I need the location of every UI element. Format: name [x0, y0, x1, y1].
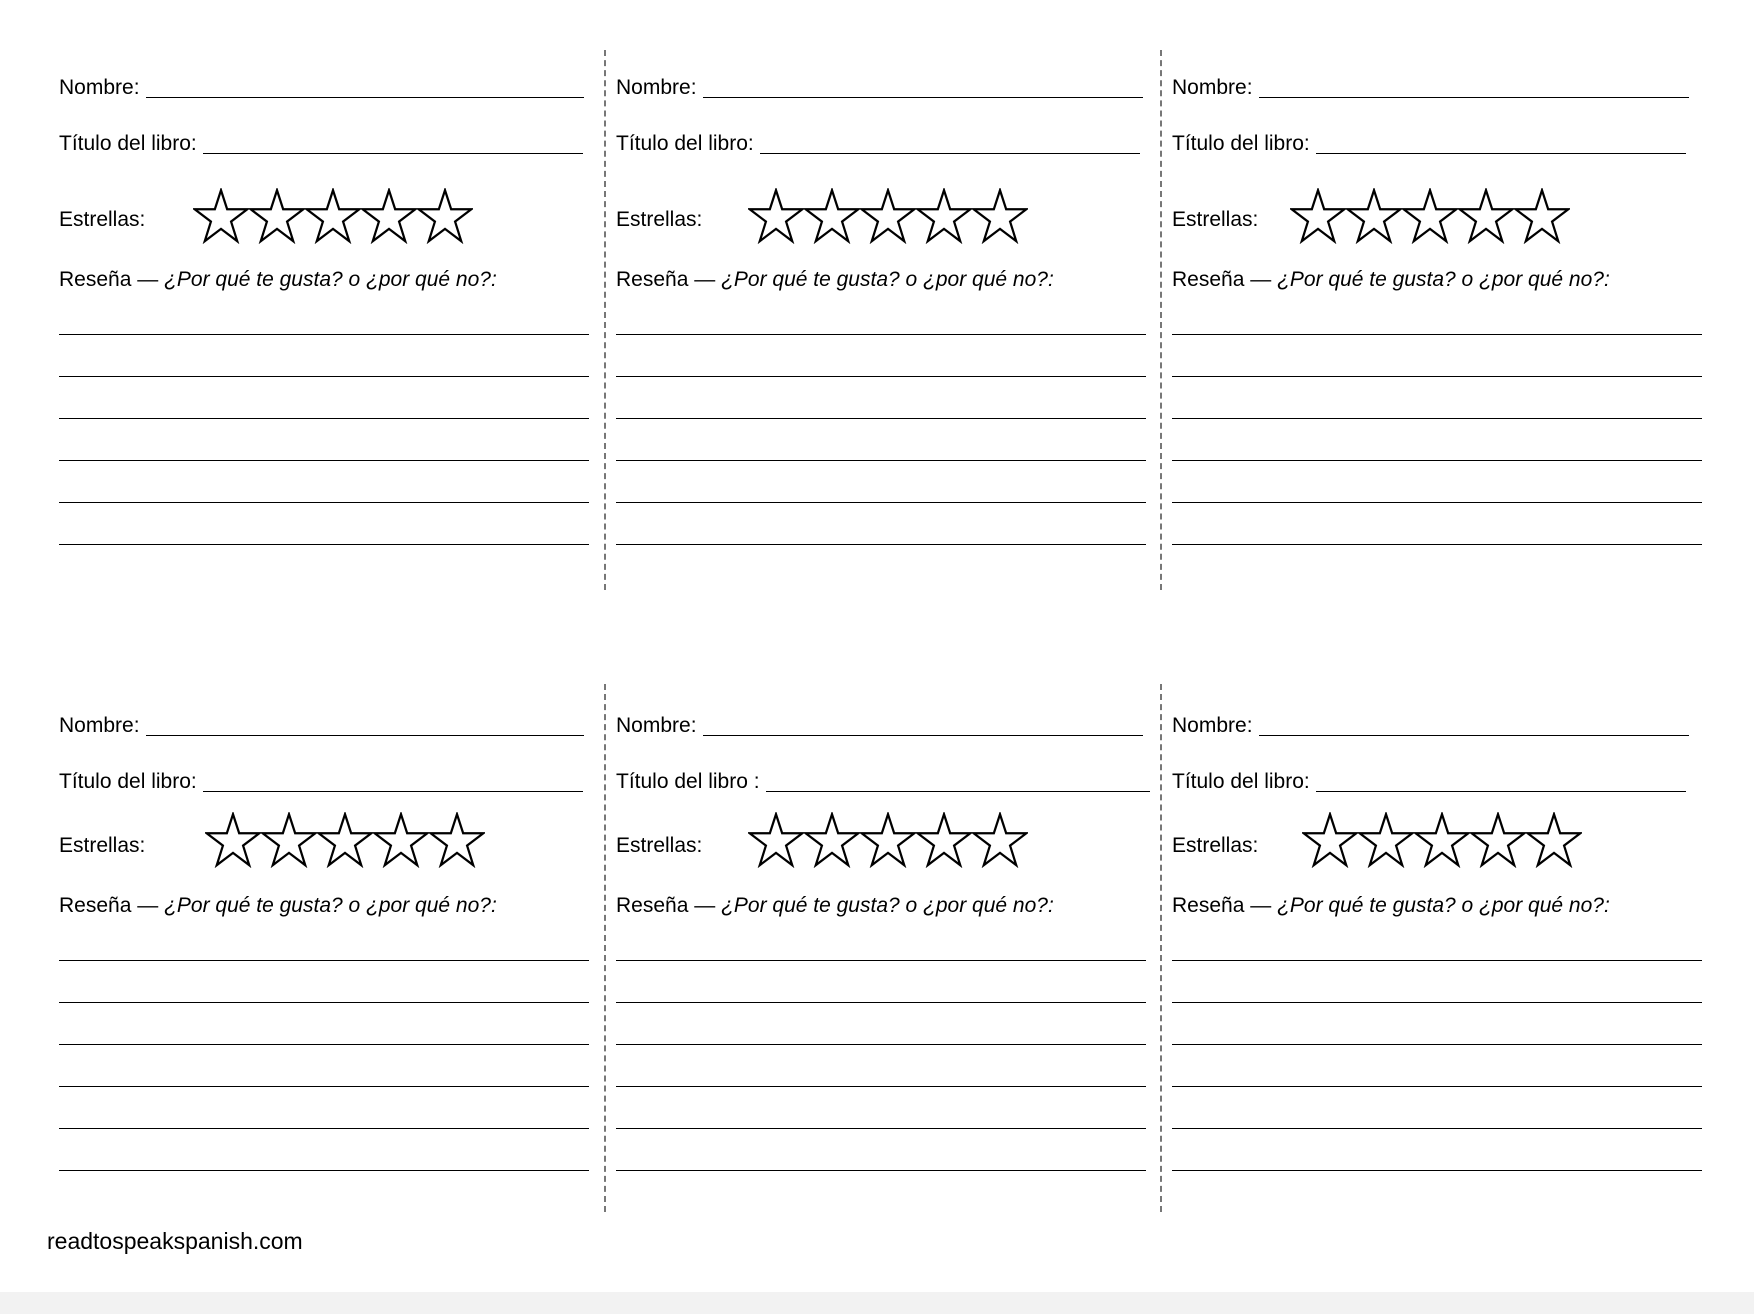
review-write-line[interactable]	[616, 960, 1146, 961]
book-title-write-line[interactable]	[760, 153, 1140, 154]
star-outline-icon[interactable]	[804, 188, 860, 244]
review-label: Reseña —	[616, 268, 716, 291]
review-write-line[interactable]	[59, 334, 589, 335]
book-title-write-line[interactable]	[766, 791, 1150, 792]
review-card	[1172, 714, 1702, 1234]
star-rating[interactable]	[1302, 812, 1582, 868]
stars-label: Estrellas:	[59, 834, 146, 857]
review-card	[616, 714, 1146, 1234]
star-rating[interactable]	[748, 188, 1028, 244]
name-write-line[interactable]	[703, 97, 1143, 98]
book-title-label: Título del libro :	[616, 770, 760, 793]
star-outline-icon[interactable]	[1470, 812, 1526, 868]
star-rating[interactable]	[748, 812, 1028, 868]
page-bottom-band	[0, 1292, 1754, 1314]
name-write-line[interactable]	[146, 735, 584, 736]
review-write-line[interactable]	[1172, 460, 1702, 461]
review-write-line[interactable]	[1172, 376, 1702, 377]
star-outline-icon[interactable]	[860, 188, 916, 244]
book-title-label: Título del libro:	[59, 770, 197, 793]
star-outline-icon[interactable]	[748, 812, 804, 868]
review-write-line[interactable]	[1172, 334, 1702, 335]
review-write-line[interactable]	[59, 544, 589, 545]
book-title-field	[616, 770, 1150, 794]
star-rating[interactable]	[205, 812, 485, 868]
star-outline-icon[interactable]	[1290, 188, 1346, 244]
review-question: ¿Por qué te gusta? o ¿por qué no?:	[721, 268, 1054, 291]
stars-label: Estrellas:	[1172, 834, 1259, 857]
book-title-write-line[interactable]	[1316, 153, 1686, 154]
review-card	[1172, 76, 1702, 596]
review-write-line[interactable]	[616, 334, 1146, 335]
star-outline-icon[interactable]	[1402, 188, 1458, 244]
star-outline-icon[interactable]	[193, 188, 249, 244]
stars-label: Estrellas:	[616, 834, 703, 857]
review-write-line[interactable]	[1172, 502, 1702, 503]
review-write-line[interactable]	[59, 1086, 589, 1087]
review-write-line[interactable]	[616, 418, 1146, 419]
name-label: Nombre:	[616, 76, 697, 99]
star-outline-icon[interactable]	[1514, 188, 1570, 244]
name-label: Nombre:	[1172, 76, 1253, 99]
review-write-line[interactable]	[616, 376, 1146, 377]
book-title-label: Título del libro:	[616, 132, 754, 155]
review-write-line[interactable]	[616, 1128, 1146, 1129]
review-write-line[interactable]	[59, 460, 589, 461]
review-write-line[interactable]	[1172, 418, 1702, 419]
book-title-field	[59, 132, 583, 156]
review-write-line[interactable]	[1172, 1044, 1702, 1045]
review-question: ¿Por qué te gusta? o ¿por qué no?:	[1277, 894, 1610, 917]
book-title-write-line[interactable]	[203, 153, 583, 154]
name-field	[616, 76, 1143, 100]
name-write-line[interactable]	[1259, 97, 1689, 98]
review-write-line[interactable]	[616, 1002, 1146, 1003]
review-write-line[interactable]	[616, 1170, 1146, 1171]
book-title-write-line[interactable]	[1316, 791, 1686, 792]
cut-line-bottom-left	[604, 684, 606, 1212]
review-write-line[interactable]	[1172, 1128, 1702, 1129]
star-rating[interactable]	[193, 188, 473, 244]
star-outline-icon[interactable]	[429, 812, 485, 868]
book-title-write-line[interactable]	[203, 791, 583, 792]
review-prompt	[616, 268, 1054, 292]
star-outline-icon[interactable]	[1358, 812, 1414, 868]
review-write-line[interactable]	[1172, 544, 1702, 545]
book-title-field	[1172, 132, 1686, 156]
website-credit: readtospeakspanish.com	[47, 1228, 303, 1254]
review-write-line[interactable]	[616, 1044, 1146, 1045]
name-field	[616, 714, 1143, 738]
star-outline-icon[interactable]	[305, 188, 361, 244]
review-write-line[interactable]	[59, 502, 589, 503]
star-outline-icon[interactable]	[261, 812, 317, 868]
star-outline-icon[interactable]	[972, 188, 1028, 244]
review-question: ¿Por qué te gusta? o ¿por qué no?:	[164, 268, 497, 291]
name-write-line[interactable]	[1259, 735, 1689, 736]
stars-label: Estrellas:	[59, 208, 146, 231]
star-outline-icon[interactable]	[916, 188, 972, 244]
review-prompt	[1172, 268, 1610, 292]
book-title-label: Título del libro:	[1172, 770, 1310, 793]
review-card	[59, 76, 589, 596]
review-write-line[interactable]	[59, 418, 589, 419]
star-outline-icon[interactable]	[373, 812, 429, 868]
star-outline-icon[interactable]	[1346, 188, 1402, 244]
name-write-line[interactable]	[146, 97, 584, 98]
star-outline-icon[interactable]	[1526, 812, 1582, 868]
book-title-label: Título del libro:	[59, 132, 197, 155]
star-outline-icon[interactable]	[317, 812, 373, 868]
name-field	[1172, 714, 1689, 738]
star-outline-icon[interactable]	[361, 188, 417, 244]
review-label: Reseña —	[1172, 268, 1272, 291]
review-card	[59, 714, 589, 1234]
review-write-line[interactable]	[1172, 1086, 1702, 1087]
review-prompt	[616, 894, 1054, 918]
review-prompt	[59, 894, 497, 918]
star-outline-icon[interactable]	[1302, 812, 1358, 868]
name-write-line[interactable]	[703, 735, 1143, 736]
review-label: Reseña —	[59, 894, 159, 917]
star-outline-icon[interactable]	[748, 188, 804, 244]
name-label: Nombre:	[616, 714, 697, 737]
cut-line-top-left	[604, 50, 606, 590]
review-write-line[interactable]	[59, 376, 589, 377]
review-write-line[interactable]	[59, 1044, 589, 1045]
review-write-line[interactable]	[616, 502, 1146, 503]
review-write-line[interactable]	[616, 460, 1146, 461]
review-write-line[interactable]	[59, 960, 589, 961]
name-field	[1172, 76, 1689, 100]
review-write-line[interactable]	[1172, 1170, 1702, 1171]
name-label: Nombre:	[59, 76, 140, 99]
review-prompt	[1172, 894, 1610, 918]
book-title-field	[59, 770, 583, 794]
review-write-line[interactable]	[616, 544, 1146, 545]
review-question: ¿Por qué te gusta? o ¿por qué no?:	[721, 894, 1054, 917]
book-title-field	[1172, 770, 1686, 794]
name-field	[59, 76, 584, 100]
star-outline-icon[interactable]	[916, 812, 972, 868]
star-outline-icon[interactable]	[1414, 812, 1470, 868]
review-question: ¿Por qué te gusta? o ¿por qué no?:	[164, 894, 497, 917]
name-label: Nombre:	[59, 714, 140, 737]
book-title-label: Título del libro:	[1172, 132, 1310, 155]
review-prompt	[59, 268, 497, 292]
review-write-line[interactable]	[59, 1128, 589, 1129]
name-field	[59, 714, 584, 738]
name-label: Nombre:	[1172, 714, 1253, 737]
cut-line-bottom-right	[1160, 684, 1162, 1212]
review-question: ¿Por qué te gusta? o ¿por qué no?:	[1277, 268, 1610, 291]
review-label: Reseña —	[616, 894, 716, 917]
book-title-field	[616, 132, 1140, 156]
star-outline-icon[interactable]	[1458, 188, 1514, 244]
review-write-line[interactable]	[1172, 1002, 1702, 1003]
review-label: Reseña —	[1172, 894, 1272, 917]
star-outline-icon[interactable]	[249, 188, 305, 244]
star-outline-icon[interactable]	[205, 812, 261, 868]
star-rating[interactable]	[1290, 188, 1570, 244]
review-label: Reseña —	[59, 268, 159, 291]
review-write-line[interactable]	[59, 1170, 589, 1171]
star-outline-icon[interactable]	[804, 812, 860, 868]
star-outline-icon[interactable]	[972, 812, 1028, 868]
star-outline-icon[interactable]	[417, 188, 473, 244]
star-outline-icon[interactable]	[860, 812, 916, 868]
review-card	[616, 76, 1146, 596]
review-write-line[interactable]	[1172, 960, 1702, 961]
cut-line-top-right	[1160, 50, 1162, 590]
review-write-line[interactable]	[59, 1002, 589, 1003]
stars-label: Estrellas:	[616, 208, 703, 231]
stars-label: Estrellas:	[1172, 208, 1259, 231]
review-write-line[interactable]	[616, 1086, 1146, 1087]
